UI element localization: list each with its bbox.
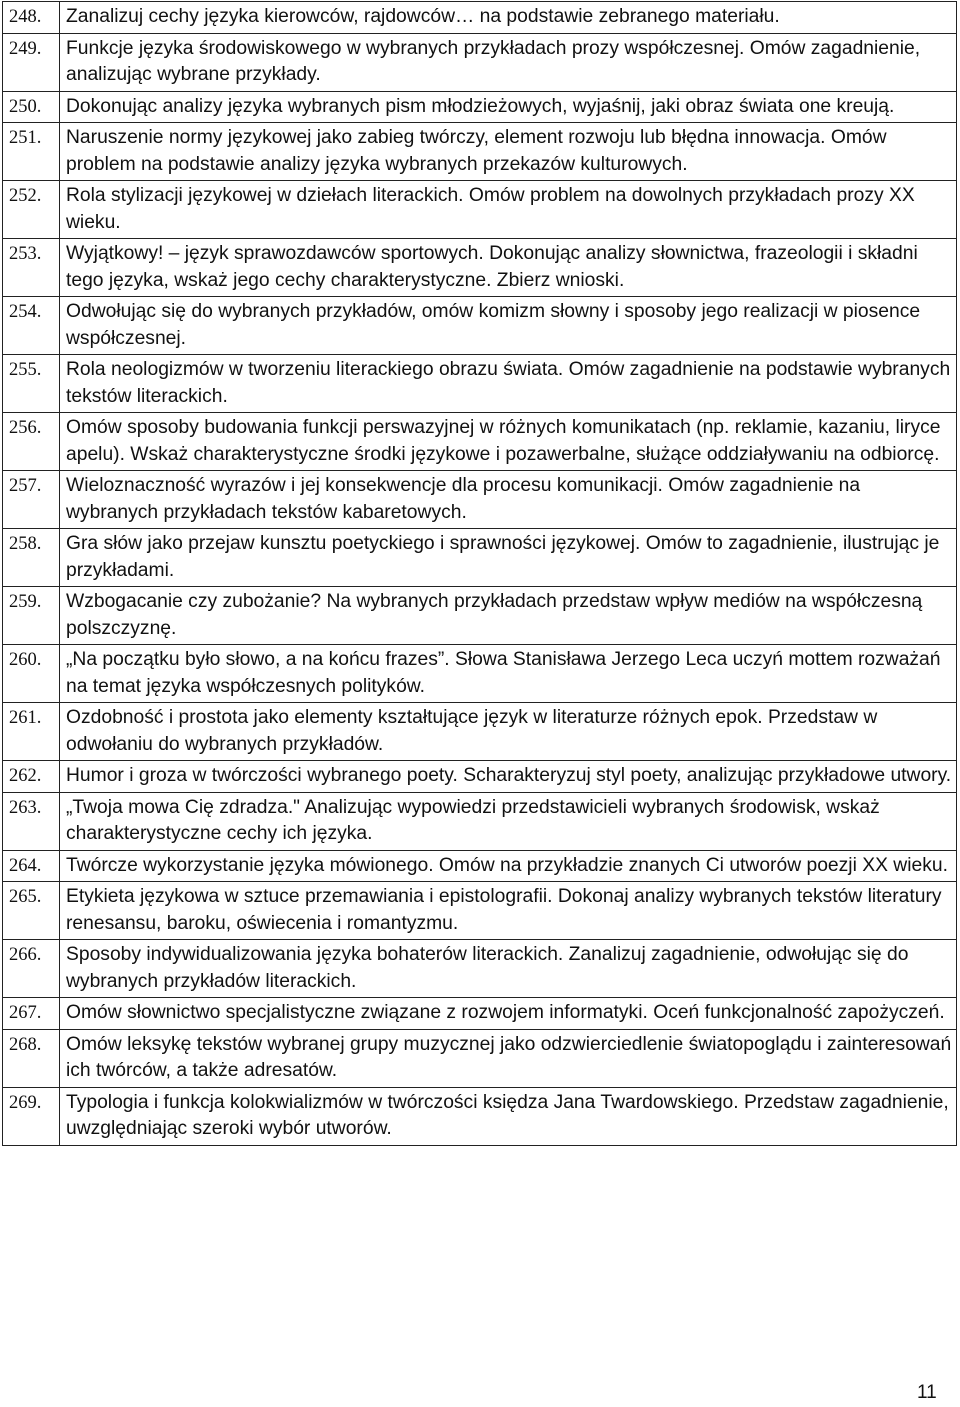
table-row	[3, 645, 957, 703]
table-row	[3, 1087, 957, 1145]
table-row	[3, 998, 957, 1030]
topic-text: Omów leksykę tekstów wybranej grupy muzycznej jako odzwierciedlenie światopoglądu i zainteresowań ich twórców, a także adresatów.	[60, 1029, 957, 1087]
topic-text: Wzbogacanie czy zubożanie? Na wybranych przykładach przedstaw wpływ mediów na współczesną polszczyznę.	[60, 587, 957, 645]
topic-text: Omów sposoby budowania funkcji perswazyjnej w różnych komunikatach (np. reklamie, kazaniu, liryce apelu). Wskaż charakterystyczne środki językowe i pozawerbalne, służące oddziaływaniu na odbiorcę.	[60, 413, 957, 471]
topic-text: Sposoby indywidualizowania języka bohaterów literackich. Zanalizuj zagadnienie, odwołując się do wybranych przykładów literackich.	[60, 940, 957, 998]
topic-number: 255.	[3, 355, 60, 413]
table-row	[3, 792, 957, 850]
table-row	[3, 940, 957, 998]
topic-text: Wyjątkowy! – język sprawozdawców sportowych. Dokonując analizy słownictwa, frazeologii i składni tego języka, wskaż jego cechy charakterystyczne. Zbierz wnioski.	[60, 239, 957, 297]
table-row	[3, 761, 957, 793]
topic-number: 266.	[3, 940, 60, 998]
topic-text: Funkcje języka środowiskowego w wybranych przykładach prozy współczesnej. Omów zagadnienie, analizując wybrane przykłady.	[60, 33, 957, 91]
topic-text: Zanalizuj cechy języka kierowców, rajdowców… na podstawie zebranego materiału.	[60, 2, 957, 34]
table-row	[3, 413, 957, 471]
page-number: 11	[917, 1382, 937, 1403]
topic-number: 253.	[3, 239, 60, 297]
topic-text: Odwołując się do wybranych przykładów, omów komizm słowny i sposoby jego realizacji w piosence współczesnej.	[60, 297, 957, 355]
topic-number: 249.	[3, 33, 60, 91]
topic-number: 269.	[3, 1087, 60, 1145]
table-row	[3, 1029, 957, 1087]
table-row	[3, 471, 957, 529]
topics-table-body	[3, 2, 957, 1146]
topic-text: Humor i groza w twórczości wybranego poety. Scharakteryzuj styl poety, analizując przykładowe utwory.	[60, 761, 957, 793]
table-row	[3, 703, 957, 761]
table-row	[3, 91, 957, 123]
table-row	[3, 355, 957, 413]
topic-number: 252.	[3, 181, 60, 239]
table-row	[3, 239, 957, 297]
topic-text: Rola stylizacji językowej w dziełach literackich. Omów problem na dowolnych przykładach prozy XX wieku.	[60, 181, 957, 239]
topic-number: 256.	[3, 413, 60, 471]
topic-number: 257.	[3, 471, 60, 529]
topic-number: 260.	[3, 645, 60, 703]
topic-text: Typologia i funkcja kolokwializmów w twórczości księdza Jana Twardowskiego. Przedstaw zagadnienie, uwzględniając szeroki wybór utworów.	[60, 1087, 957, 1145]
topic-number: 250.	[3, 91, 60, 123]
topic-number: 261.	[3, 703, 60, 761]
table-row	[3, 33, 957, 91]
topics-table	[2, 1, 957, 1146]
topic-text: Dokonując analizy języka wybranych pism młodzieżowych, wyjaśnij, jaki obraz świata one kreują.	[60, 91, 957, 123]
topic-text: Ozdobność i prostota jako elementy kształtujące język w literaturze różnych epok. Przedstaw w odwołaniu do wybranych przykładów.	[60, 703, 957, 761]
topic-text: Naruszenie normy językowej jako zabieg twórczy, element rozwoju lub błędna innowacja. Omów problem na podstawie analizy języka wybranych przekazów kulturowych.	[60, 123, 957, 181]
topic-text: Omów słownictwo specjalistyczne związane z rozwojem informatyki. Oceń funkcjonalność zapożyczeń.	[60, 998, 957, 1030]
topic-number: 268.	[3, 1029, 60, 1087]
topic-number: 262.	[3, 761, 60, 793]
table-row	[3, 181, 957, 239]
topic-number: 248.	[3, 2, 60, 34]
topic-number: 265.	[3, 882, 60, 940]
topic-number: 259.	[3, 587, 60, 645]
topic-number: 267.	[3, 998, 60, 1030]
table-row	[3, 123, 957, 181]
topic-number: 254.	[3, 297, 60, 355]
table-row	[3, 297, 957, 355]
table-row	[3, 529, 957, 587]
topic-text: Wieloznaczność wyrazów i jej konsekwencje dla procesu komunikacji. Omów zagadnienie na wybranych przykładach tekstów kabaretowych.	[60, 471, 957, 529]
topic-text: „Twoja mowa Cię zdradza." Analizując wypowiedzi przedstawicieli wybranych środowisk, wskaż charakterystyczne cechy ich języka.	[60, 792, 957, 850]
topic-text: „Na początku było słowo, a na końcu frazes”. Słowa Stanisława Jerzego Leca uczyń mottem rozważań na temat języka współczesnych polityków.	[60, 645, 957, 703]
topic-text: Twórcze wykorzystanie języka mówionego. Omów na przykładzie znanych Ci utworów poezji XX wieku.	[60, 850, 957, 882]
topic-text: Gra słów jako przejaw kunsztu poetyckiego i sprawności językowej. Omów to zagadnienie, ilustrując je przykładami.	[60, 529, 957, 587]
table-row	[3, 587, 957, 645]
topic-number: 264.	[3, 850, 60, 882]
table-row	[3, 2, 957, 34]
table-row	[3, 882, 957, 940]
topic-text: Etykieta językowa w sztuce przemawiania i epistolografii. Dokonaj analizy wybranych tekstów literatury renesansu, baroku, oświecenia i romantyzmu.	[60, 882, 957, 940]
topic-number: 263.	[3, 792, 60, 850]
topic-number: 251.	[3, 123, 60, 181]
table-row	[3, 850, 957, 882]
topic-number: 258.	[3, 529, 60, 587]
topic-text: Rola neologizmów w tworzeniu literackiego obrazu świata. Omów zagadnienie na podstawie wybranych tekstów literackich.	[60, 355, 957, 413]
